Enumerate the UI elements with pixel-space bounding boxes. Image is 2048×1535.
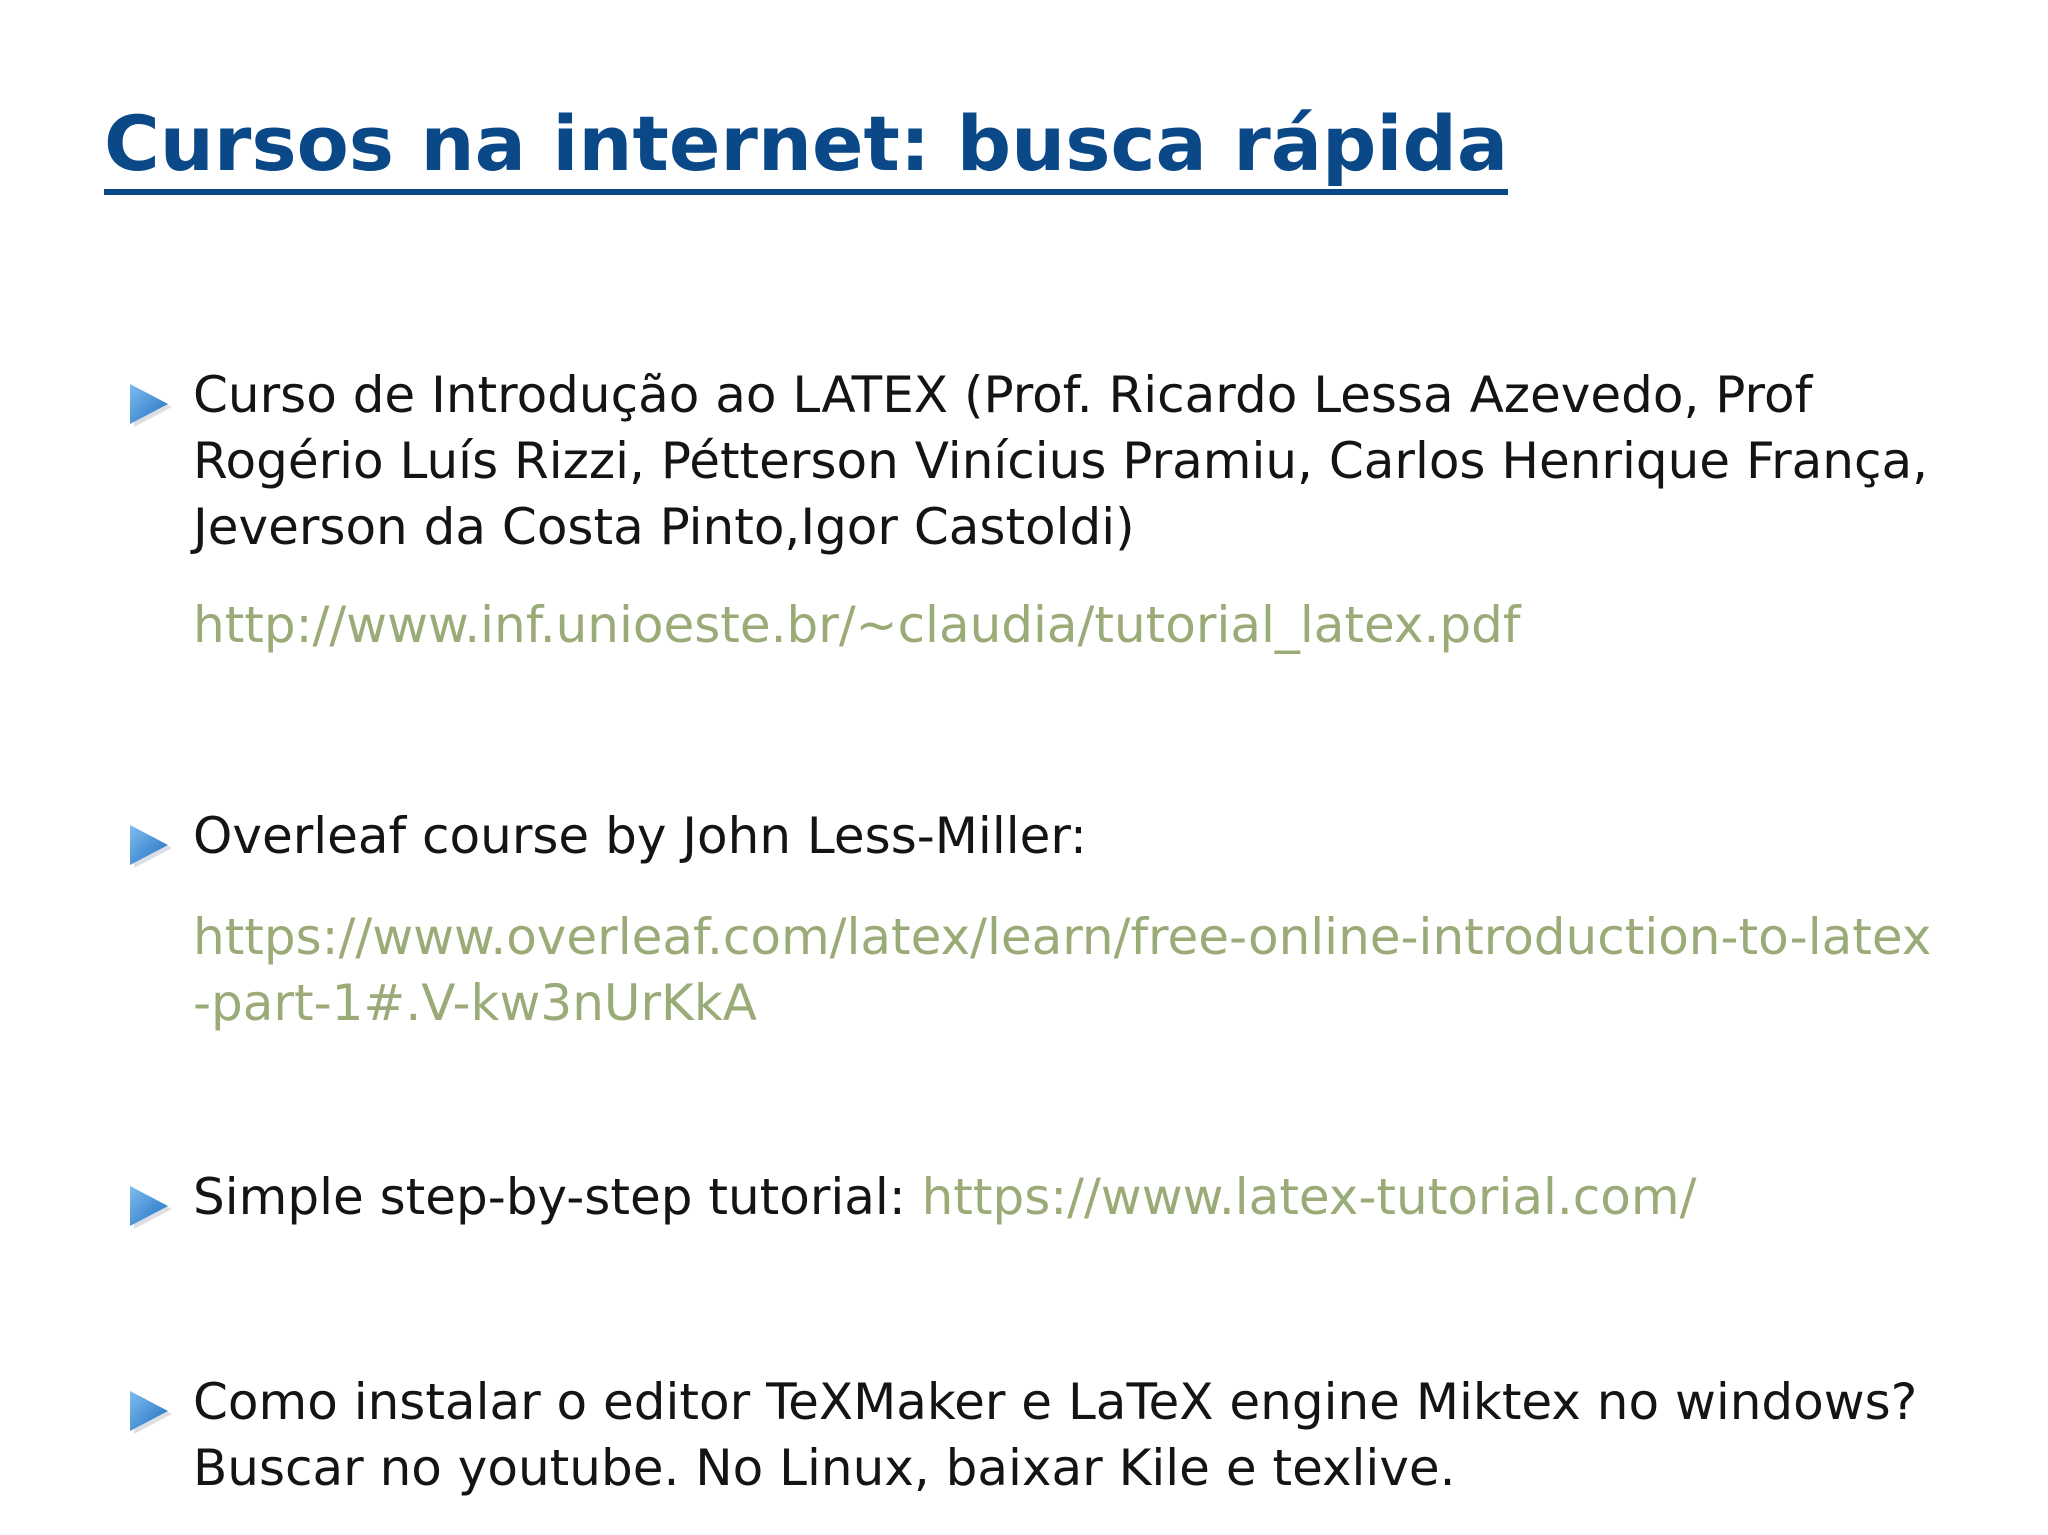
list-item-step-by-step [128,1164,1928,1244]
item-text: Como instalar o editor TeXMaker e LaTeX engine Miktex no windows? Buscar no youtube. No Linux, baixar Kile e texlive. [193,1373,1918,1497]
triangle-bullet-icon [128,382,172,428]
slide-title: Cursos na internet: busca rápida [104,100,1508,195]
list-item-install-texmaker [128,1369,1928,1509]
overleaf-link-line-1[interactable]: https://www.overleaf.com/latex/learn/free-online-introduction-to-latex [193,908,1932,966]
triangle-bullet-icon [128,1184,172,1230]
item-text: Curso de Introdução ao LATEX (Prof. Ricardo Lessa Azevedo, Prof Rogério Luís Rizzi, Pétterson Vinícius Pramiu, Carlos Henrique França, Jeverson da Costa Pinto,Igor Castoldi) [193,366,1928,556]
item-text: Simple step-by-step tutorial: [193,1168,922,1226]
triangle-bullet-icon [128,823,172,869]
tutorial-latex-link[interactable]: http://www.inf.unioeste.br/~claudia/tutorial_latex.pdf [193,596,1521,654]
overleaf-link-line-2[interactable]: -part-1#.V-kw3nUrKkA [193,974,757,1032]
list-item-overleaf-course [128,803,1932,1043]
overleaf-link[interactable] [193,904,1932,1036]
latex-tutorial-link[interactable]: https://www.latex-tutorial.com/ [921,1168,1697,1226]
triangle-bullet-icon [128,1389,172,1435]
item-text-line [193,1164,1928,1230]
list-item-course-intro [128,362,1928,672]
item-text: Overleaf course by John Less-Miller: [193,807,1087,865]
